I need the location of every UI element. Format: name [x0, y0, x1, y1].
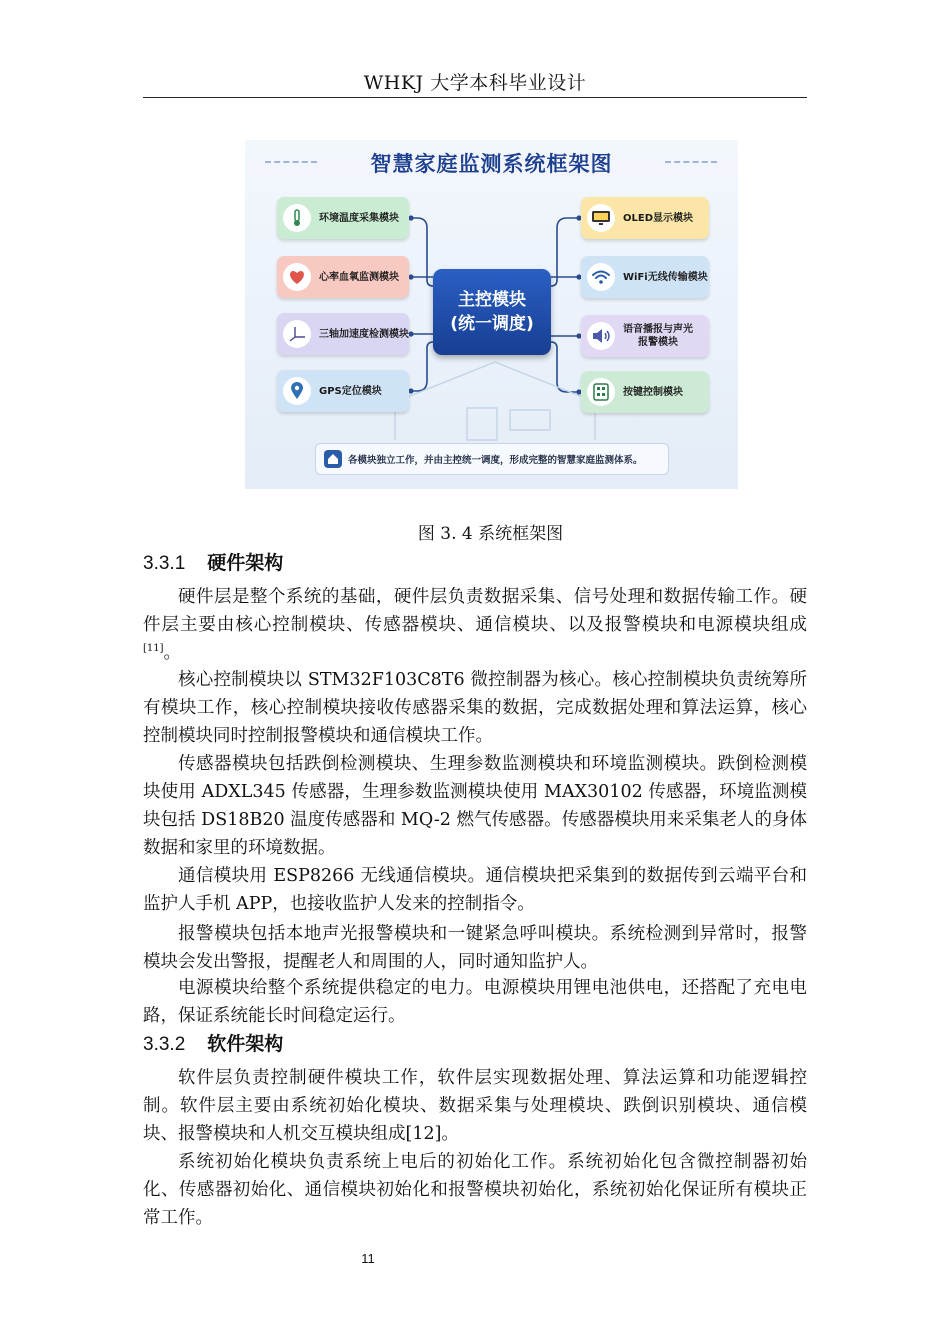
paragraph-text: 硬件层是整个系统的基础，硬件层负责数据采集、信号处理和数据传输工作。硬件层主要由核心控制模块、传感器模块、通信模块、以及报警模块和电源模块组成: [143, 587, 807, 635]
paragraph-end: 。: [163, 643, 182, 663]
module-heart-rate: [277, 256, 409, 298]
module-label: OLED显示模块: [623, 212, 694, 224]
paragraph-hardware-2: 核心控制模块以 STM32F103C8T6 微控制器为核心。核心控制模块负责统筹所有模块工作，核心控制模块接收传感器采集的数据，完成数据处理和算法运算，核心控制模块同时控制报警模块和通信模块工作。: [143, 670, 807, 746]
module-label-line1: 语音播报与声光: [623, 324, 693, 335]
core-title: 主控模块: [458, 290, 526, 310]
section-title: 硬件架构: [207, 552, 284, 574]
axis-icon: [283, 320, 311, 348]
page-number: 11: [361, 1251, 375, 1266]
page-header: WHKJ 大学本科毕业设计: [363, 72, 587, 94]
paragraph-hardware-5: 报警模块包括本地声光报警模块和一键紧急呼叫模块。系统检测到异常时，报警模块会发出警报，提醒老人和周围的人，同时通知监护人。: [143, 924, 807, 972]
paragraph-hardware-6: 电源模块给整个系统提供稳定的电力。电源模块用锂电池供电，还搭配了充电电路，保证系统能长时间稳定运行。: [143, 978, 807, 1026]
figure-title: 智慧家庭监测系统框架图: [370, 152, 613, 176]
module-oled: [581, 197, 709, 239]
module-accelerometer: [277, 313, 409, 355]
module-gps: [277, 370, 409, 412]
citation: [11]: [143, 643, 164, 655]
figure-footer-note: [315, 443, 669, 475]
section-number: 3.3.2: [143, 1034, 186, 1055]
module-label: 心率血氧监测模块: [319, 271, 399, 283]
module-label: GPS定位模块: [319, 385, 382, 397]
thermometer-icon: [283, 204, 311, 232]
module-voice-alarm: [581, 315, 709, 357]
heart-drop-icon: [283, 263, 311, 291]
module-label: [623, 323, 693, 349]
header-rule: [143, 97, 807, 98]
module-label: 环境温度采集模块: [319, 212, 399, 224]
module-label: 按键控制模块: [623, 386, 683, 398]
paragraph-hardware-4: 通信模块用 ESP8266 无线通信模块。通信模块把采集到的数据传到云端平台和监护人手机 APP，也接收监护人发来的控制指令。: [143, 866, 807, 914]
module-keypad: [581, 371, 709, 413]
section-heading-software: [143, 1031, 283, 1058]
location-pin-icon: [283, 377, 311, 405]
section-title: 软件架构: [207, 1033, 284, 1055]
core-module: [433, 269, 551, 355]
module-label: 三轴加速度检测模块: [319, 328, 409, 340]
module-wifi: [581, 256, 709, 298]
wifi-icon: [587, 263, 615, 291]
module-temperature: [277, 197, 409, 239]
section-number: 3.3.1: [143, 553, 186, 574]
module-label-line2: 报警模块: [638, 337, 678, 348]
keypad-icon: [587, 378, 615, 406]
home-icon: [324, 450, 342, 468]
paragraph-software-2: 系统初始化模块负责系统上电后的初始化工作。系统初始化包含微控制器初始化、传感器初始化、通信模块初始化和报警模块初始化，系统初始化保证所有模块正常工作。: [143, 1152, 807, 1228]
system-framework-figure: [245, 140, 738, 489]
oled-screen-icon: [587, 204, 615, 232]
footer-note-text: 各模块独立工作，并由主控统一调度，形成完整的智慧家庭监测体系。: [348, 455, 643, 466]
paragraph-software-1: 软件层负责控制硬件模块工作，软件层实现数据处理、算法运算和功能逻辑控制。软件层主要由系统初始化模块、数据采集与处理模块、跌倒识别模块、通信模块、报警模块和人机交互模块组成[12]。: [143, 1068, 807, 1144]
figure-caption: 图 3. 4 系统框架图: [417, 524, 564, 544]
section-heading-hardware: [143, 550, 283, 577]
paragraph-hardware-1: [143, 583, 807, 667]
paragraph-hardware-3: 传感器模块包括跌倒检测模块、生理参数监测模块和环境监测模块。跌倒检测模块使用 ADXL345 传感器，生理参数监测模块使用 MAX30102 传感器，环境监测模块包括 DS18B20 温度传感器和 MQ-2 燃气传感器。传感器模块用来采集老人的身体数据和家里的环境数据。: [143, 754, 807, 858]
speaker-icon: [587, 322, 615, 350]
module-label: WiFi无线传输模块: [623, 271, 708, 283]
core-subtitle: (统一调度): [450, 314, 534, 334]
